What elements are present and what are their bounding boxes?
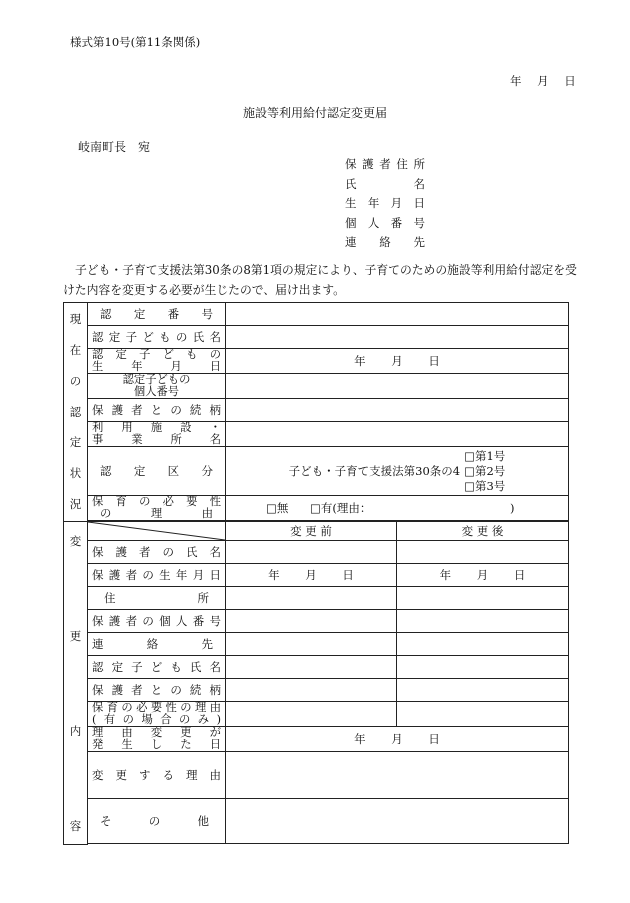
- need-yes-checkbox[interactable]: □有(理由：: [310, 501, 372, 515]
- cert-no-label: 認 定 番 号: [88, 303, 226, 326]
- relation-after[interactable]: [397, 679, 569, 702]
- change-date-field[interactable]: 年 月 日: [226, 727, 569, 752]
- reason-field[interactable]: [226, 752, 569, 799]
- child-name-before[interactable]: [226, 656, 397, 679]
- addressee: 岐南町長 宛: [78, 140, 151, 154]
- contact-label: 連 絡 先: [88, 633, 226, 656]
- applicant-id-label: 個人番号: [345, 215, 425, 230]
- applicant-name-label: 氏名: [345, 176, 425, 191]
- address-after[interactable]: [397, 587, 569, 610]
- category-field: [226, 447, 569, 496]
- declaration-text: 子ども・子育て支援法第30条の8第1項の規定により、子育てのための施設等利用給付認定を受けた内容を変更する必要が生じたので、届け出ます。: [63, 263, 577, 297]
- category-option-3[interactable]: □第3号: [464, 478, 506, 493]
- guardian-id-after[interactable]: [397, 610, 569, 633]
- form-title: 施設等利用給付認定変更届: [242, 106, 387, 120]
- need-reason-after[interactable]: [397, 702, 569, 727]
- facility-field[interactable]: [226, 422, 569, 447]
- need-reason-label: 保育の必要性の理由 (有の場合のみ): [88, 702, 226, 727]
- other-field[interactable]: [226, 799, 569, 844]
- address-before[interactable]: [226, 587, 397, 610]
- relation-field[interactable]: [226, 399, 569, 422]
- guardian-name-after[interactable]: [397, 541, 569, 564]
- address-label: 住 所: [88, 587, 226, 610]
- guardian-name-label: 保護者の氏名: [88, 541, 226, 564]
- change-child-name-label: 認定子ども氏名: [88, 656, 226, 679]
- child-birth-field[interactable]: 年 月 日: [226, 349, 569, 374]
- guardian-birth-label: 保護者の生年月日: [88, 564, 226, 587]
- child-name-field[interactable]: [226, 326, 569, 349]
- child-name-after[interactable]: [397, 656, 569, 679]
- cert-no-field[interactable]: [226, 303, 569, 326]
- category-label: 認 定 区 分: [88, 447, 226, 496]
- before-header: 変 更 前: [226, 522, 397, 541]
- diagonal-header-cell: [88, 522, 226, 541]
- form-table: [63, 302, 569, 845]
- category-option-2[interactable]: □第2号: [464, 463, 506, 478]
- need-reason-before[interactable]: [226, 702, 397, 727]
- relation-label: 保護者との続柄: [88, 399, 226, 422]
- child-name-label: 認定子どもの氏名: [88, 326, 226, 349]
- facility-label: 利用施設・ 事業所名: [88, 422, 226, 447]
- submission-date: 年 月 日: [510, 74, 576, 88]
- form-number: 様式第10号(第11条関係): [70, 35, 201, 49]
- guardian-id-label: 保護者の個人番号: [88, 610, 226, 633]
- child-id-label: 認定子どもの 個人番号: [88, 374, 226, 399]
- other-label: そ の 他: [88, 799, 226, 844]
- applicant-birth-label: 生年月日: [345, 196, 425, 210]
- need-none-checkbox[interactable]: □無: [266, 501, 289, 515]
- relation-before[interactable]: [226, 679, 397, 702]
- guardian-birth-after[interactable]: 年 月 日: [397, 564, 569, 587]
- reason-label: 変更する理由: [88, 752, 226, 799]
- need-label: 保育の必要性 の 理 由: [88, 496, 226, 521]
- contact-before[interactable]: [226, 633, 397, 656]
- applicant-address-label: 保護者住所: [345, 157, 425, 171]
- need-field: [226, 496, 569, 521]
- category-law-text: 子ども・子育て支援法第30条の4: [288, 464, 461, 478]
- applicant-contact-label: 連絡先: [345, 235, 425, 249]
- child-id-field[interactable]: [226, 374, 569, 399]
- need-close-paren: ): [510, 501, 515, 515]
- change-section-label: 変 更 内 容: [64, 522, 88, 845]
- applicant-block: [345, 155, 425, 253]
- guardian-name-before[interactable]: [226, 541, 397, 564]
- guardian-birth-before[interactable]: 年 月 日: [226, 564, 397, 587]
- child-birth-label: 認定子どもの 生 年 月 日: [88, 349, 226, 374]
- change-date-label: 理由変更が 発生した日: [88, 727, 226, 752]
- current-section-label: 現 在 の 認 定 状 況: [64, 303, 88, 522]
- after-header: 変 更 後: [397, 522, 569, 541]
- category-option-1[interactable]: □第1号: [464, 448, 506, 463]
- guardian-id-before[interactable]: [226, 610, 397, 633]
- contact-after[interactable]: [397, 633, 569, 656]
- change-relation-label: 保護者との続柄: [88, 679, 226, 702]
